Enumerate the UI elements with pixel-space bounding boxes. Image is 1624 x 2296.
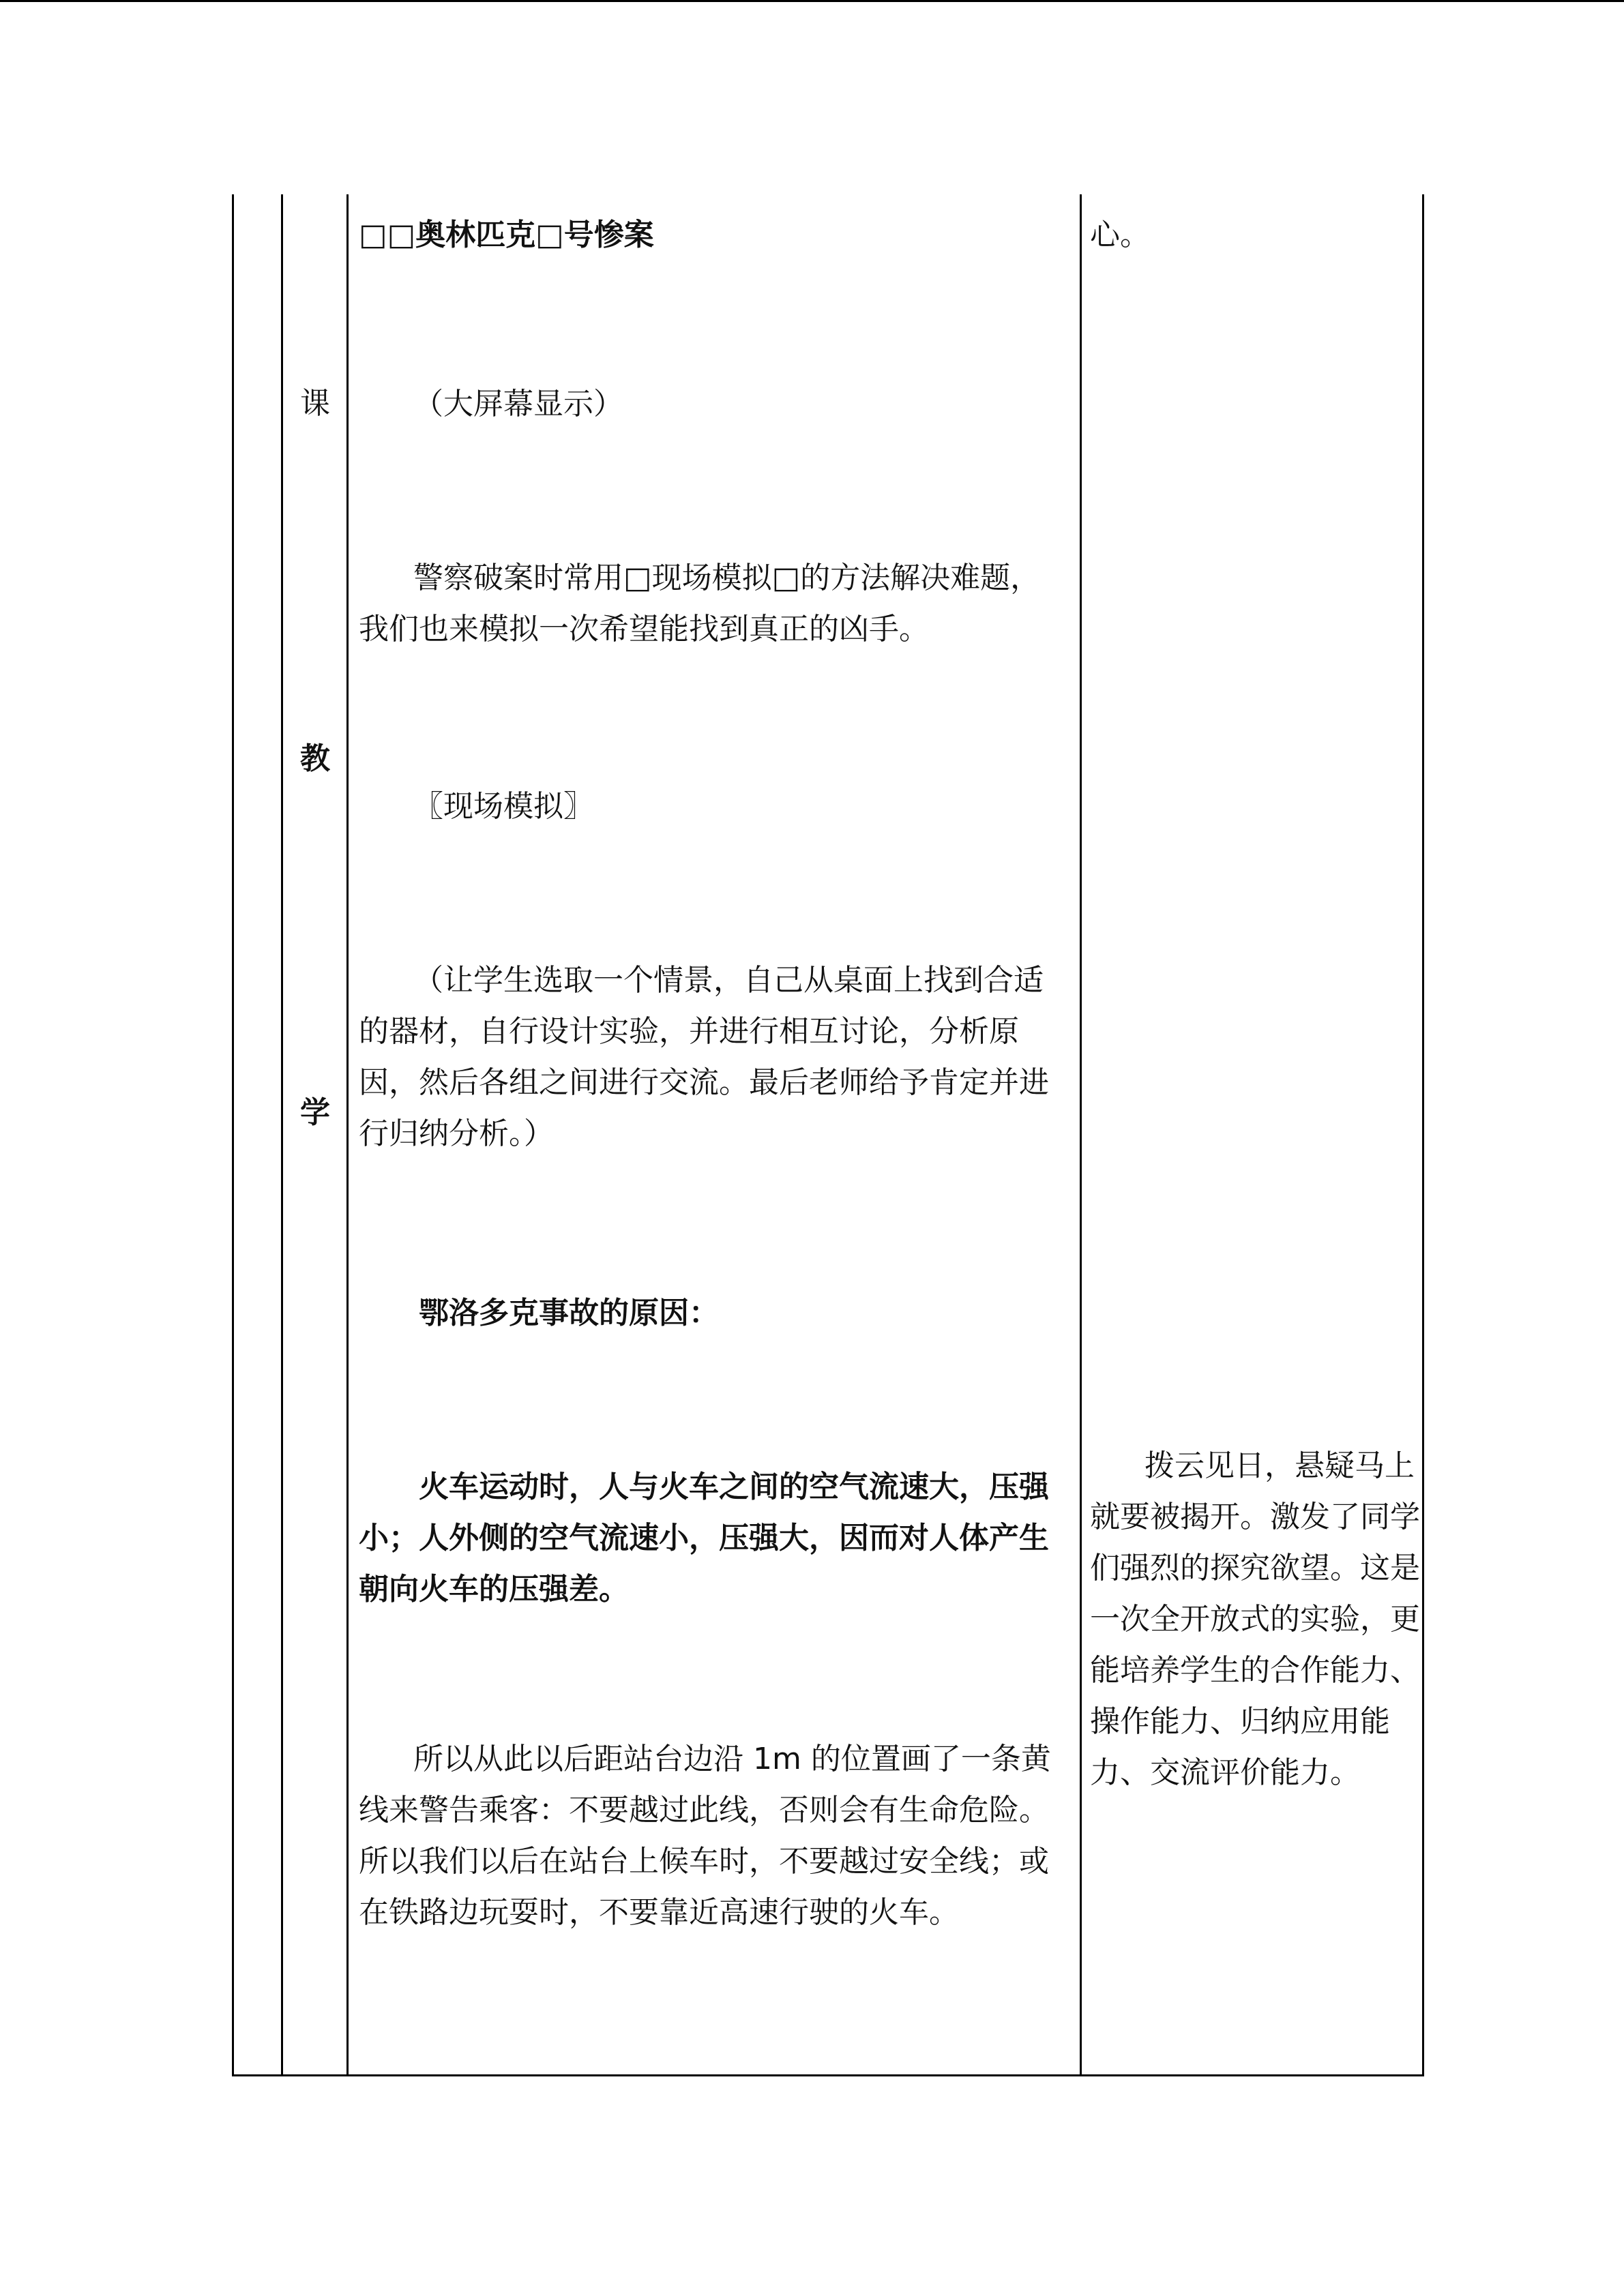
side-label-xue: 学 — [300, 1095, 330, 1130]
page-top-border — [0, 0, 1624, 2]
case-title: □□奥林匹克□号惨案 — [359, 218, 654, 252]
accident-cause-title: 鄂洛多克事故的原因： — [419, 1296, 719, 1330]
conclusion: 所以从此以后距站台边沿 1m 的位置画了一条黄线来警告乘客：不要越过此线，否则会有生命危险。所以我们以后在站台上候车时，不要越过安全线；或在铁路边玩耍时，不要靠近高速行驶的火车。 — [359, 1742, 1051, 1930]
police-intro: 警察破案时常用□现场模拟□的方法解决难题，我们也来模拟一次希望能找到真正的凶手。 — [359, 561, 1041, 646]
side-label-ke: 课 — [300, 386, 330, 421]
scene-simulation-heading: 〖现场模拟〗 — [413, 789, 593, 824]
side-label-jiao: 教 — [300, 741, 330, 776]
column-divider — [346, 194, 349, 2074]
student-activity: （让学生选取一个情景，自己从桌面上找到合适的器材，自行设计实验，并进行相互讨论，分析原因，然后各组之间进行交流。最后老师给予肯定并进行归纳分析。） — [359, 963, 1049, 1151]
column-divider — [1080, 194, 1082, 2074]
design-note: 拨云见日，悬疑马上就要被揭开。激发了同学们强烈的探究欲望。这是一次全开放式的实验，更能培养学生的合作能力、操作能力、归纳应用能力、交流评价能力。 — [1090, 1448, 1420, 1790]
column-divider — [281, 194, 283, 2074]
screen-note: （大屏幕显示） — [413, 387, 623, 421]
top-note: 心。 — [1090, 218, 1150, 252]
accident-cause: 火车运动时，人与火车之间的空气流速大，压强小；人外侧的空气流速小，压强大，因而对人体产生朝向火车的压强差。 — [359, 1470, 1049, 1607]
lesson-plan-table — [232, 194, 1424, 2076]
